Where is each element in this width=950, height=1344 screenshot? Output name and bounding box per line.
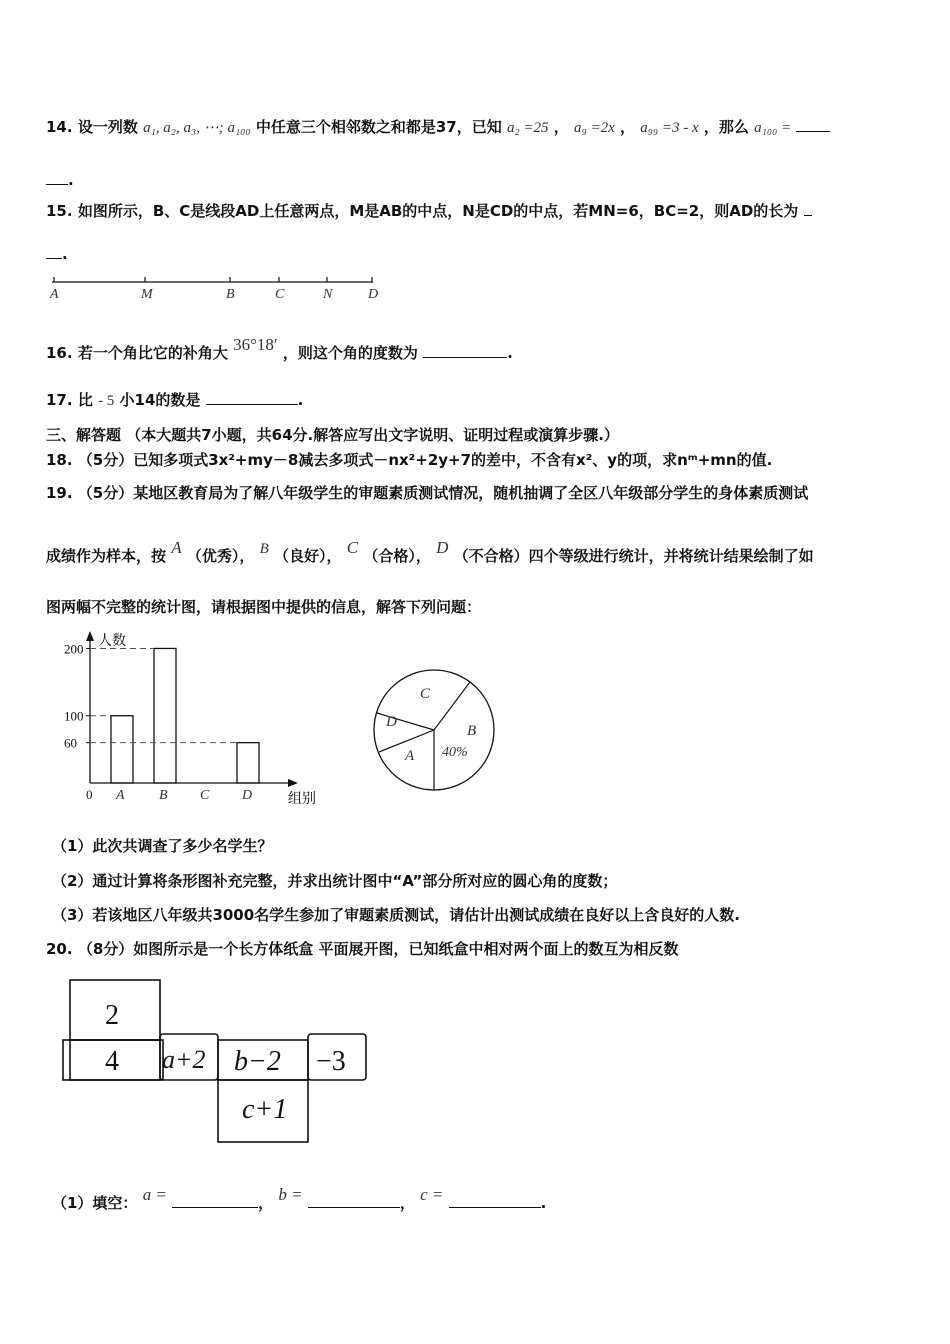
question-19-line1: 19. （5分）某地区教育局为了解八年级学生的审题素质测试情况，随机抽调了全区八年级部分学生的身体素质测试 bbox=[46, 484, 809, 502]
question-19-line2: 成绩作为样本，按 A （优秀）， B （良好）， C （合格）， D （不合格）四个等级进行统计，并将统计结果绘制了如 bbox=[46, 538, 814, 565]
y-tick-0: 0 bbox=[86, 787, 93, 802]
bar-b bbox=[154, 648, 176, 783]
category-label-c: C bbox=[200, 788, 210, 803]
question-17: 17. 比 - 5 小14的数是 . bbox=[46, 391, 304, 409]
answer-blank-a[interactable] bbox=[172, 1193, 258, 1208]
question-15: 15. 如图所示，B、C是线段AD上任意两点，M是AB的中点，N是CD的中点，若MN=6，BC=2，则AD的长为 bbox=[46, 200, 812, 221]
x-axis-arrow bbox=[288, 779, 298, 787]
face-c-plus-1: c+1 bbox=[242, 1094, 288, 1125]
question-20-sub1: （1）填空： a = ， b = ， c = . bbox=[52, 1185, 547, 1212]
bar-chart bbox=[50, 625, 340, 810]
face-left: 4 bbox=[105, 1046, 119, 1077]
answer-blank[interactable] bbox=[796, 117, 830, 132]
box-net-diagram bbox=[60, 972, 380, 1152]
line-segment-diagram bbox=[40, 270, 390, 304]
bar-a bbox=[111, 716, 133, 783]
pie-chart bbox=[370, 668, 500, 798]
point-label-m: M bbox=[141, 287, 153, 302]
x-axis-label: 组别 bbox=[288, 791, 316, 807]
answer-blank-15-cont[interactable]: . bbox=[46, 244, 68, 263]
question-14: 14. 设一列数 a₁, a₂, a₃, ⋯; a₁₀₀ 中任意三个相邻数之和都是37，已知 a₂ =25 ， a₉ =2x ， a₉₉ =3 - x ，那么 a₁₀₀ = bbox=[46, 116, 830, 137]
answer-blank[interactable] bbox=[423, 343, 507, 358]
y-axis-label: 人数 bbox=[98, 633, 126, 649]
question-18: 18. （5分）已知多项式3x²+my－8减去多项式－nx²+2y+7的差中，不含有x²、y的项，求nᵐ+mn的值. bbox=[46, 451, 773, 469]
point-label-d: D bbox=[368, 287, 379, 302]
pie-annotation-b: 40% bbox=[442, 745, 468, 760]
face-b-minus-2: b−2 bbox=[234, 1046, 281, 1077]
question-19-sub3: （3）若该地区八年级共3000名学生参加了审题素质测试，请估计出测试成绩在良好以上含良好的人数. bbox=[52, 906, 740, 924]
answer-blank-14-cont[interactable]: . bbox=[46, 170, 74, 189]
face-a-plus-2: a+2 bbox=[162, 1045, 206, 1074]
question-16: 16. 若一个角比它的补角大 36°18′ ，则这个角的度数为 . bbox=[46, 335, 513, 362]
answer-blank-b[interactable] bbox=[308, 1193, 400, 1208]
answer-blank[interactable] bbox=[804, 201, 812, 216]
section-3-heading: 三、解答题 （本大题共7小题，共64分.解答应写出文字说明、证明过程或演算步骤.） bbox=[46, 426, 619, 444]
y-tick-200: 200 bbox=[64, 641, 84, 657]
answer-blank[interactable] bbox=[206, 390, 298, 405]
answer-blank-c[interactable] bbox=[449, 1193, 541, 1208]
pie-label-d: D bbox=[386, 714, 397, 730]
question-20: 20. （8分）如图所示是一个长方体纸盒 平面展开图，已知纸盒中相对两个面上的数互为相反数 bbox=[46, 940, 679, 958]
category-label-a: A bbox=[116, 788, 125, 803]
pie-label-b: B bbox=[467, 723, 477, 739]
category-label-b: B bbox=[159, 788, 168, 803]
bar-d bbox=[237, 743, 259, 783]
point-label-n: N bbox=[323, 287, 333, 302]
question-19-sub1: （1）此次共调查了多少名学生？ bbox=[52, 837, 273, 855]
pie-label-c: C bbox=[420, 686, 431, 702]
y-tick-100: 100 bbox=[64, 708, 84, 724]
face-minus-3: −3 bbox=[316, 1046, 346, 1077]
pie-label-a: A bbox=[405, 748, 415, 764]
y-tick-60: 60 bbox=[64, 735, 77, 751]
y-axis-arrow bbox=[86, 631, 94, 641]
point-label-c: C bbox=[275, 287, 285, 302]
question-19-sub2: （2）通过计算将条形图补充完整，并求出统计图中“A”部分所对应的圆心角的度数； bbox=[52, 872, 618, 890]
category-label-d: D bbox=[242, 788, 253, 803]
question-19-line3: 图两幅不完整的统计图，请根据图中提供的信息，解答下列问题： bbox=[46, 598, 482, 616]
point-label-b: B bbox=[226, 287, 235, 302]
point-label-a: A bbox=[50, 287, 59, 302]
face-top: 2 bbox=[105, 1000, 119, 1031]
